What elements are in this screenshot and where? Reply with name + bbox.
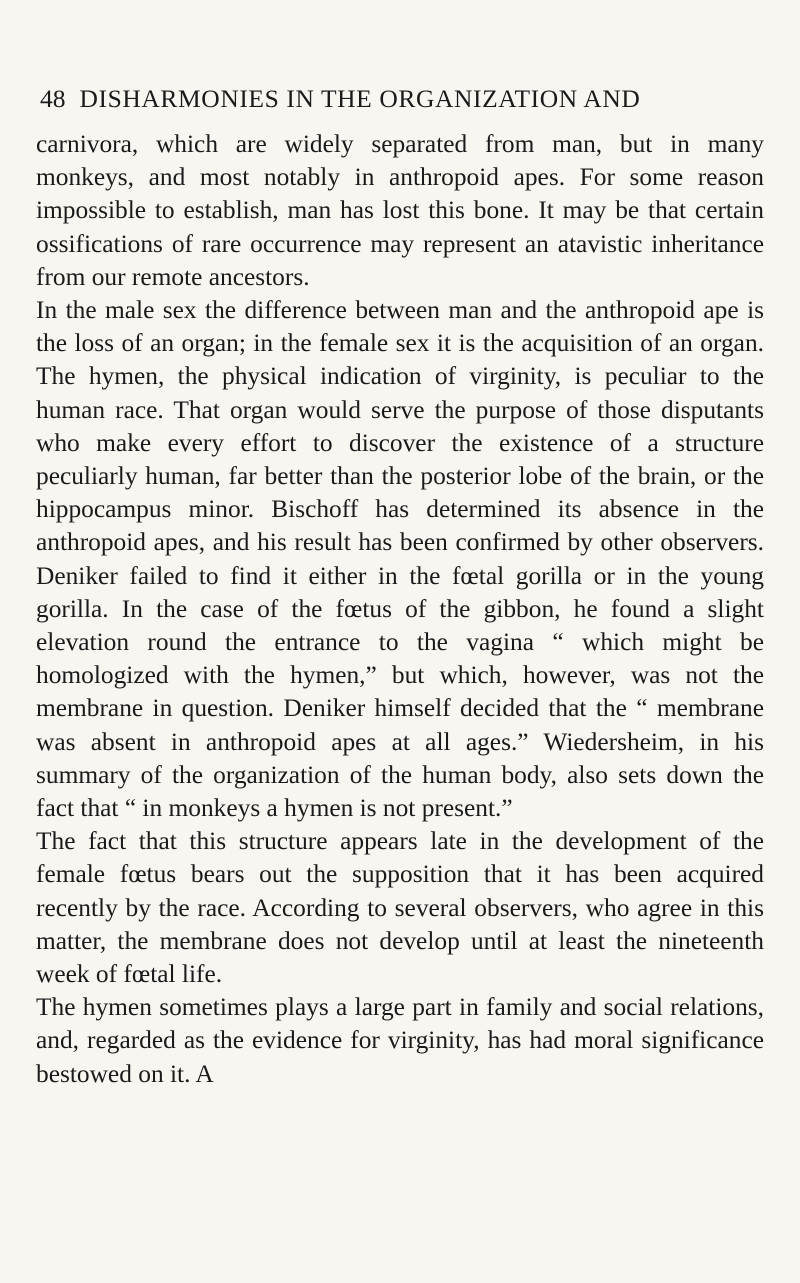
body-text: [36, 128, 764, 1091]
page-number: 48: [40, 84, 66, 113]
running-header: [40, 84, 764, 114]
running-title: DISHARMONIES IN THE ORGANIZATION AND: [79, 84, 641, 113]
paragraph-development: The fact that this structure appears late in the development of the female fœtus bears out the supposition that it has been acquired recently by the race. According to several observers, who agree in this matter, the membrane does not develop until at least the nineteenth week of fœtal life.: [36, 827, 764, 989]
paragraph-continuation: carnivora, which are widely separated from man, but in many monkeys, and most notably in anthropoid apes. For some reason impossible to establish, man has lost this bone. It may be that certain ossifications of rare occurrence may represent an atavistic inheritance from our remote ancestors.: [36, 130, 764, 291]
paragraph-social-relations: The hymen sometimes plays a large part in family and social relations, and, regarded as the evidence for virginity, has had moral significance bestowed on it. A: [36, 993, 764, 1088]
paragraph-hymen-difference: In the male sex the difference between man and the anthropoid ape is the loss of an organ; in the female sex it is the acquisition of an organ. The hymen, the physical indication of virginity, is peculiar to the human race. That organ would serve the purpose of those disputants who make every effort to discover the existence of a structure peculiarly human, far better than the posterior lobe of the brain, or the hippocampus minor. Bischoff has determined its absence in the anthropoid apes, and his result has been confirmed by other observers. Deniker failed to find it either in the fœtal gorilla or in the young gorilla. In the case of the fœtus of the gibbon, he found a slight elevation round the entrance to the vagina “ which might be homologized with the hymen,” but which, however, was not the membrane in question. Deniker himself decided that the “ membrane was absent in anthropoid apes at all ages.” Wiedersheim, in his summary of the organization of the human body, also sets down the fact that “ in monkeys a hymen is not present.”: [36, 296, 764, 823]
